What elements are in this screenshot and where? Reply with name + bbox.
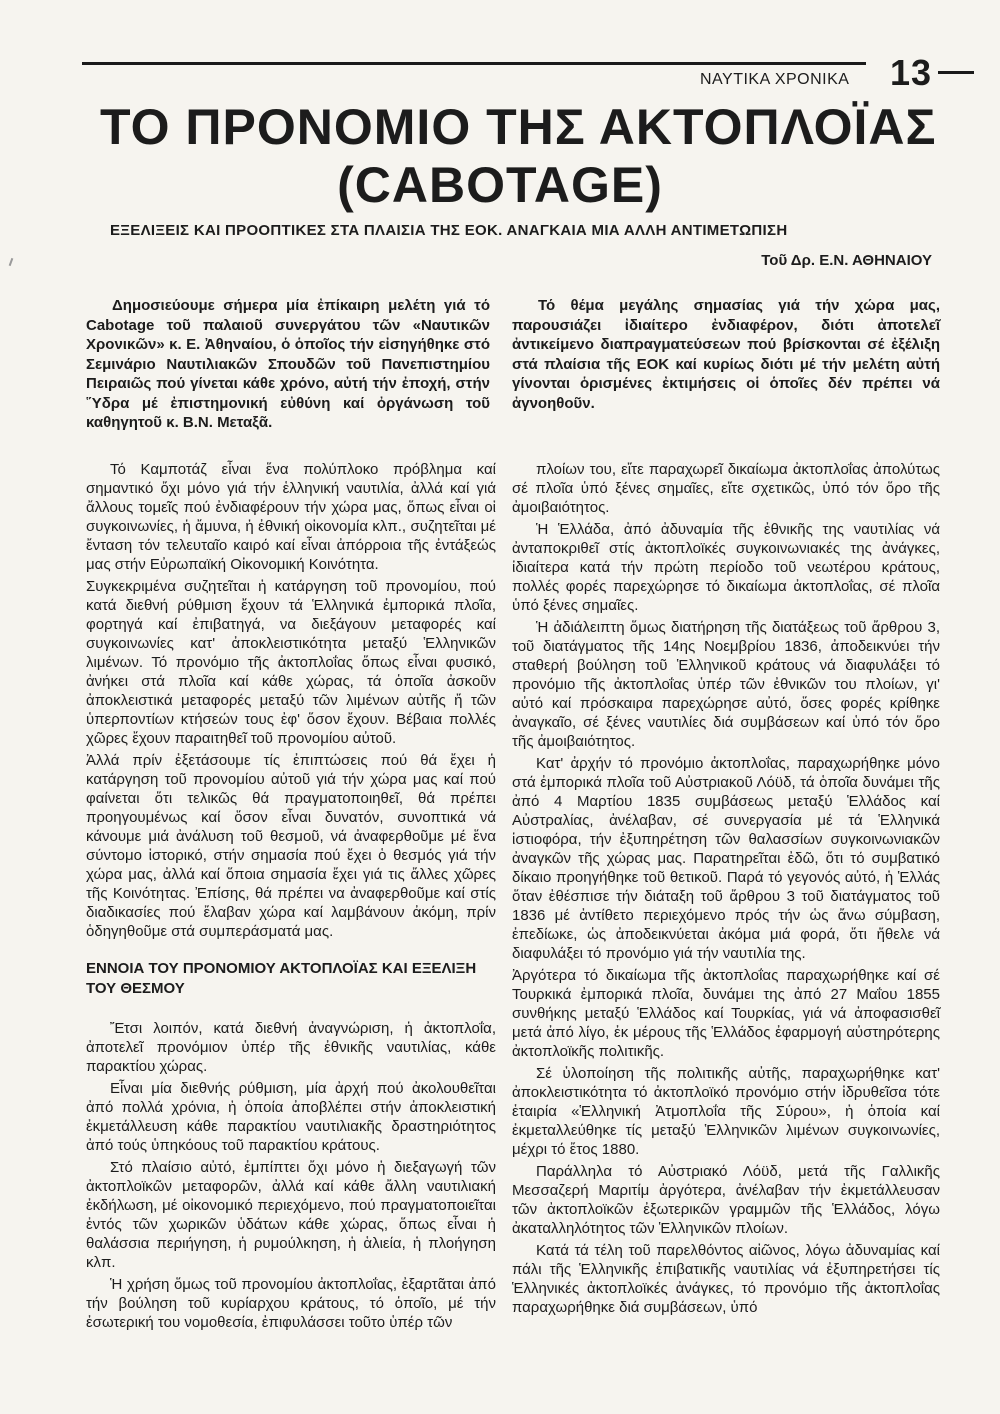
title-line-2: (CABOTAGE): [337, 157, 663, 213]
article-title: [100, 98, 937, 214]
running-head: ΝΑΥΤΙΚΑ ΧΡΟΝΙΚΑ: [700, 71, 850, 88]
paragraph: Κατά τά τέλη τοῦ παρελθόντος αἰῶνος, λόγω ἀδυναμίας καί πάλι τῆς Ἑλληνικῆς ἐπιβατικῆς ναυτιλίας νά ἐξυπηρετήσει τίς Ἑλληνικές ἀκτοπλοϊκές ἀνάγκες, τό προνόμιο τῆς ἀκτοπλοΐας παραχωρήθηκε διά συμβάσεων, ὑπό: [512, 1242, 940, 1316]
title-line-1: ΤΟ ΠΡΟΝΟΜΙΟ ΤΗΣ ΑΚΤΟΠΛΟΪΑΣ: [100, 99, 937, 155]
paragraph: Ἀλλά πρίν ἐξετάσουμε τίς ἐπιπτώσεις πού θά ἔχει ἡ κατάργηση τοῦ προνομίου αὐτοῦ γιά τήν χώρα μας καί πού φαίνεται ὅτι τελικῶς θά πραγματοποιηθεῖ, θά πρέπει προηγουμένως καί ὅσον εἶναι δυνατόν, συνοπτικά νά κάνουμε μιά ἀνάλυση τοῦ θεσμοῦ, νά ἀναφερθοῦμε μέ ἕνα σύντομο ἱστορικό, στήν σημασία πού ἔχει ὁ θεσμός γιά τήν χώρα μας, ἀλλά καί ὅποια σημασία ἔχει γιά τις ἄλλες χῶρες τῆς Κοινότητας. Ἐπίσης, θά πρέπει να ἀναφερθοῦμε καί στίς διαδικασίες πού ἔλαβαν χώρα καί λαμβάνουν ἀκόμη, πρίν ὁδηγηθοῦμε στά συμπεράσματά μας.: [86, 752, 496, 940]
paragraph: Σέ ὑλοποίηση τῆς πολιτικῆς αὐτῆς, παραχωρήθηκε κατ' ἀποκλειστικότητα τό ἀκτοπλοϊκό προνόμιο στήν ἱδρυθεῖσα τότε ἑταιρία «Ἑλληνική Ἀτμοπλοΐα τῆς Σύρου», ἡ ὁποία καί ἐκμεταλλεύθηκε τίς μεταξύ Ἑλληνικῶν λιμένων συγκοινωνίες, μέχρι τό ἔτος 1880.: [512, 1065, 940, 1158]
header-rule: [82, 62, 866, 65]
section-heading: ΕΝΝΟΙΑ ΤΟΥ ΠΡΟΝΟΜΙΟΥ ΑΚΤΟΠΛΟΪΑΣ ΚΑΙ ΕΞΕΛΙΞΗ ΤΟΥ ΘΕΣΜΟΥ: [86, 960, 477, 997]
paragraph: Ἡ Ἑλλάδα, ἀπό ἀδυναμία τῆς ἐθνικῆς της ναυτιλίας νά ἀνταποκριθεῖ στίς ἀκτοπλοϊκές συγκοινωνιακές της ἀνάγκες, ἰδιαίτερα κατά τήν πρώτη περίοδο τοῦ νεωτέρου κράτους, πολλές φορές παρεχώρησε τό δικαίωμα ἀκτοπλοΐας, σέ πλοῖα ὑπό ξένες σημαῖες.: [512, 521, 940, 614]
body-column-left: [86, 460, 496, 1335]
page-number: 13: [890, 52, 933, 93]
intro-right: [512, 296, 940, 413]
article-subtitle: ΕΞΕΛΙΞΕΙΣ ΚΑΙ ΠΡΟΟΠΤΙΚΕΣ ΣΤΑ ΠΛΑΙΣΙΑ ΤΗΣ ΕΟΚ. ΑΝΑΓΚΑΙΑ ΜΙΑ ΑΛΛΗ ΑΝΤΙΜΕΤΩΠΙΣΗ: [110, 222, 788, 239]
paragraph: Ἡ ἀδιάλειπτη ὅμως διατήρηση τῆς διατάξεως τοῦ ἄρθρου 3, τοῦ διατάγματος τῆς 14ης Νοεμβρίου 1836, ἀποδεικνύει τήν σταθερή βούληση τοῦ Ἑλληνικοῦ κράτους νά διαφυλάξει τό προνόμιο τῆς ἀκτοπλοΐας ὑπέρ τῶν ἐθνικῶν του πλοίων, γι' αὐτό καί πρόσκαιρα παρεχώρησε αὐτό, ὅσες φορές κρίθηκε ἀναγκαῖο, σέ ξένες ναυτιλίες διά συμβάσεων καί ὑπό τόν ὅρο τῆς ἀμοιβαιότητος.: [512, 619, 940, 750]
paragraph: Κατ' ἀρχήν τό προνόμιο ἀκτοπλοΐας, παραχωρήθηκε μόνο στά ἐμπορικά πλοῖα τοῦ Αὐστριακοῦ Λόϋδ, τά ὁποῖα δυνάμει τῆς ἀπό 4 Μαρτίου 1835 συμβάσεως μεταξύ Ἑλλάδος καί Αὐστραλίας, ἀνέλαβαν, σέ συνεργασία μέ τά Ἑλληνικά ἱστιοφόρα, τήν ἐξυπηρέτηση τῶν θαλασσίων συγκοινωνιακῶν ἀναγκῶν τῆς χώρας μας. Παρατηρεῖται ἐδῶ, ὅτι τό συμβατικό δίκαιο προηγήθηκε τοῦ θετικοῦ. Παρά τό γεγονός αὐτό, ἡ Ἑλλάς ὅταν ἐθέσπισε τήν διάταξη τοῦ ἄρθρου 3 τοῦ διατάγματος τοῦ 1836 μέ ἀντίθετο περιεχόμενο πρός τήν ὡς ἄνω σύμβαση, ἐπεδίωκε, ὡς ἀποδεικνύεται ἀκόμα μιά φορά, ὅτι ἤθελε νά διαφυλάξει τό προνόμιο γιά τήν ναυτιλία της.: [512, 755, 940, 962]
paper-mark: [9, 258, 14, 266]
paragraph: Ἀργότερα τό δικαίωμα τῆς ἀκτοπλοΐας παραχωρήθηκε καί σέ Τουρκικά ἐμπορικά πλοῖα, δυνάμει της ἀπό 27 Μαΐου 1855 συνθήκης μεταξύ Ἑλλάδος καί Τουρκίας, γιά νά ἀποφασισθεῖ μετά ἀπό λίγο, ἐκ μέρους τῆς Ἑλλάδος ἐφαρμογή αὐστηρότερης ἀκτοπλοϊκῆς πολιτικῆς.: [512, 967, 940, 1060]
paragraph: Συγκεκριμένα συζητεῖται ἡ κατάργηση τοῦ προνομίου, πού κατά διεθνή ρύθμιση ἔχουν τά Ἑλληνικά ἐμπορικά πλοῖα, φορτηγά καί ἐπιβατηγά, να διεξάγουν μεταφορές καί συγκοινωνίες κατ' ἀποκλειστικότητα μεταξύ Ἑλληνικῶν λιμένων. Τό προνόμιο τῆς ἀκτοπλοΐας ὅπως εἶναι φυσικό, ἀνήκει στά πλοῖα καί κάθε χώρας, τά ὁποῖα ἀσκοῦν ἀποκλειστικά μεταφορές μεταξύ τῶν λιμένων αὐτῆς ἤ τῶν ὑπερποντίων κτήσεών τους ἐφ' ὅσον ἔχουν. Βέβαια πολλές χῶρες ἔχουν παραιτηθεῖ τοῦ προνομίου αὐτοῦ.: [86, 578, 496, 747]
paragraph: Ἔτσι λοιπόν, κατά διεθνή ἀναγνώριση, ἡ ἀκτοπλοΐα, ἀποτελεῖ προνόμιον ὑπέρ τῆς ἐθνικῆς ναυτιλίας, κάθε παρακτίου χώρας.: [86, 1020, 496, 1075]
intro-right-text: Τό θέμα μεγάλης σημασίας γιά τήν χώρα μας, παρουσιάζει ἰδιαίτερο ἐνδιαφέρον, διότι ἀποτελεῖ ἀντικείμενο διαπραγματεύσεων πού βρίσκονται σέ ἐξέλιξη στά πλαίσια τῆς ΕΟΚ καί κυρίως διότι μέ τήν μελέτη αὐτή γίνονται ὁρισμένες ἐκτιμήσεις οἱ ὁποῖες δέν πρέπει νά ἀγνοηθοῦν.: [512, 297, 940, 412]
paragraph: Τό Καμποτάζ εἶναι ἕνα πολύπλοκο πρόβλημα καί σημαντικό ὄχι μόνο γιά τήν ἑλληνική ναυτιλία, ἀλλά καί γιά ἄλλους τομεῖς πού ἐνδιαφέρουν τήν χώρα μας, ὅπως εἶναι οἱ συγκοινωνίες, ἡ ἄμυνα, ἡ ἐθνική οἰκονομία κλπ., συζητεῖται μέ ἔνταση τόν τελευταῖο καιρό καί εἶναι ἀπόρροια τῆς ἐντάξεώς μας στήν Εὐρωπαϊκή Οἰκονομική Κοινότητα.: [86, 461, 496, 573]
intro-left-text: Δημοσιεύουμε σήμερα μία ἐπίκαιρη μελέτη γιά τό Cabotage τοῦ παλαιοῦ συνεργάτου τῶν «Ναυτικῶν Χρονικῶν» κ. Ε. Ἀθηναίου, ὁ ὁποῖος τήν εἰσηγήθηκε στό Σεμινάριο Ναυτιλιακῶν Σπουδῶν τοῦ Πανεπιστημίου Πειραιῶς πού γίνεται κάθε χρόνο, αὐτή τήν ἐποχή, στήν Ὕδρα μέ ἐπιστημονική εὐθύνη καί ὀργάνωση τοῦ καθηγητοῦ κ. Β.Ν. Μεταξᾶ.: [86, 297, 490, 431]
page-number-dash: [938, 71, 974, 74]
body-column-right: [512, 460, 940, 1320]
intro-left: [86, 296, 490, 433]
paragraph: Εἶναι μία διεθνής ρύθμιση, μία ἀρχή πού ἀκολουθεῖται ἀπό πολλά χρόνια, ἡ ὁποία ἀποβλέπει στήν ἀποκλειστική ἐκμετάλλευση κάθε παρακτίου ναυτιλιακῆς δραστηριότητος ἀπό τούς ὑπηκόους τοῦ παρακτίου κράτους.: [86, 1080, 496, 1154]
paragraph: πλοίων του, εἴτε παραχωρεῖ δικαίωμα ἀκτοπλοΐας ἀπολύτως σέ πλοῖα ὑπό ξένες σημαῖες, εἴτε σχετικῶς, ὑπό τόν ὅρο τῆς ἀμοιβαιότητος.: [512, 461, 940, 516]
byline: Τοῦ Δρ. Ε.Ν. ΑΘΗΝΑΙΟΥ: [761, 252, 932, 269]
paragraph: Παράλληλα τό Αὐστριακό Λόϋδ, μετά τῆς Γαλλικῆς Μεσσαζερή Μαριτίμ ἀργότερα, ἀνέλαβαν τήν ἐκμετάλλευσαν τῶν ἀκτοπλοϊκῶν ἐξωτερικῶν γραμμῶν τῆς Ἑλλάδος, λόγω ἀκαταλληλότητος τῶν Ἑλληνικῶν πλοίων.: [512, 1163, 940, 1237]
paragraph: Στό πλαίσιο αὐτό, ἐμπίπτει ὄχι μόνο ἡ διεξαγωγή τῶν ἀκτοπλοϊκῶν μεταφορῶν, ἀλλά καί κάθε ἄλλη ναυτιλιακή ἐκδήλωση, μέ οἰκονομικό περιεχόμενο, πού πραγματοποιεῖται ἐντός τῶν χωρικῶν ὑδάτων κάθε χώρας, ὅπως εἶναι ἡ θαλάσσια περιήγηση, ἡ ρυμούλκηση, ἡ ἁλιεία, ἡ πλοήγηση κλπ.: [86, 1159, 496, 1271]
paragraph: Ἡ χρήση ὅμως τοῦ προνομίου ἀκτοπλοΐας, ἐξαρτᾶται ἀπό τήν βούληση τοῦ κυρίαρχου κράτους, τό ὁποῖο, μέ τήν ἐσωτερική του νομοθεσία, ἐπιφυλάσσει τοῦτο ὑπέρ τῶν: [86, 1276, 496, 1331]
